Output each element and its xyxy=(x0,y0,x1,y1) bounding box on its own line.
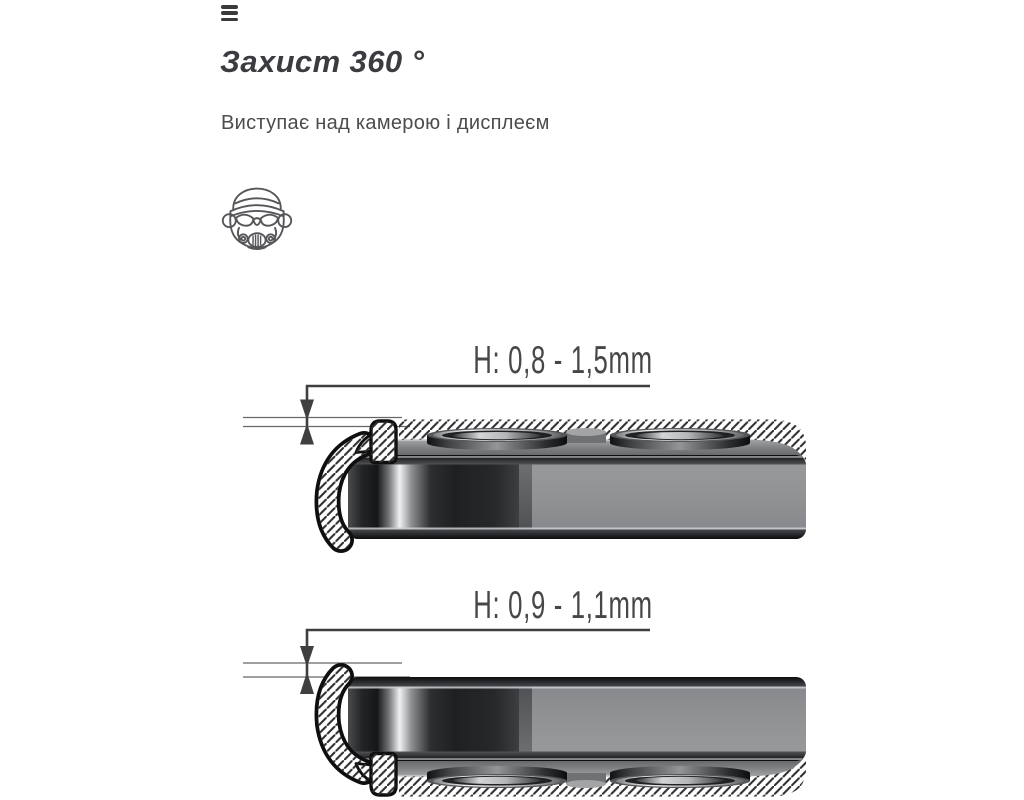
diagram-camera-side xyxy=(243,339,806,540)
camera-lens xyxy=(427,428,567,450)
dimension-label-display: H: 0,9 - 1,1mm xyxy=(473,583,653,628)
page-title: Захист 360 ° xyxy=(220,44,425,79)
diagram-display-side xyxy=(243,584,806,797)
camera-lens xyxy=(610,428,750,450)
dimension-arrow-up xyxy=(300,672,314,694)
phone-cross-section xyxy=(328,420,806,541)
phone-cross-section xyxy=(328,676,806,797)
camera-lens xyxy=(427,766,567,788)
page-subtitle: Виступає над камерою і дисплеєм xyxy=(221,112,550,134)
camera-flash-tab xyxy=(566,428,606,443)
dimension-arrow-down xyxy=(300,646,314,667)
dimension-label-camera: H: 0,8 - 1,5mm xyxy=(473,338,653,383)
phone-cross-section-mirrored xyxy=(328,676,806,797)
camera-flash-tab xyxy=(566,773,606,788)
camera-lens xyxy=(610,766,750,788)
